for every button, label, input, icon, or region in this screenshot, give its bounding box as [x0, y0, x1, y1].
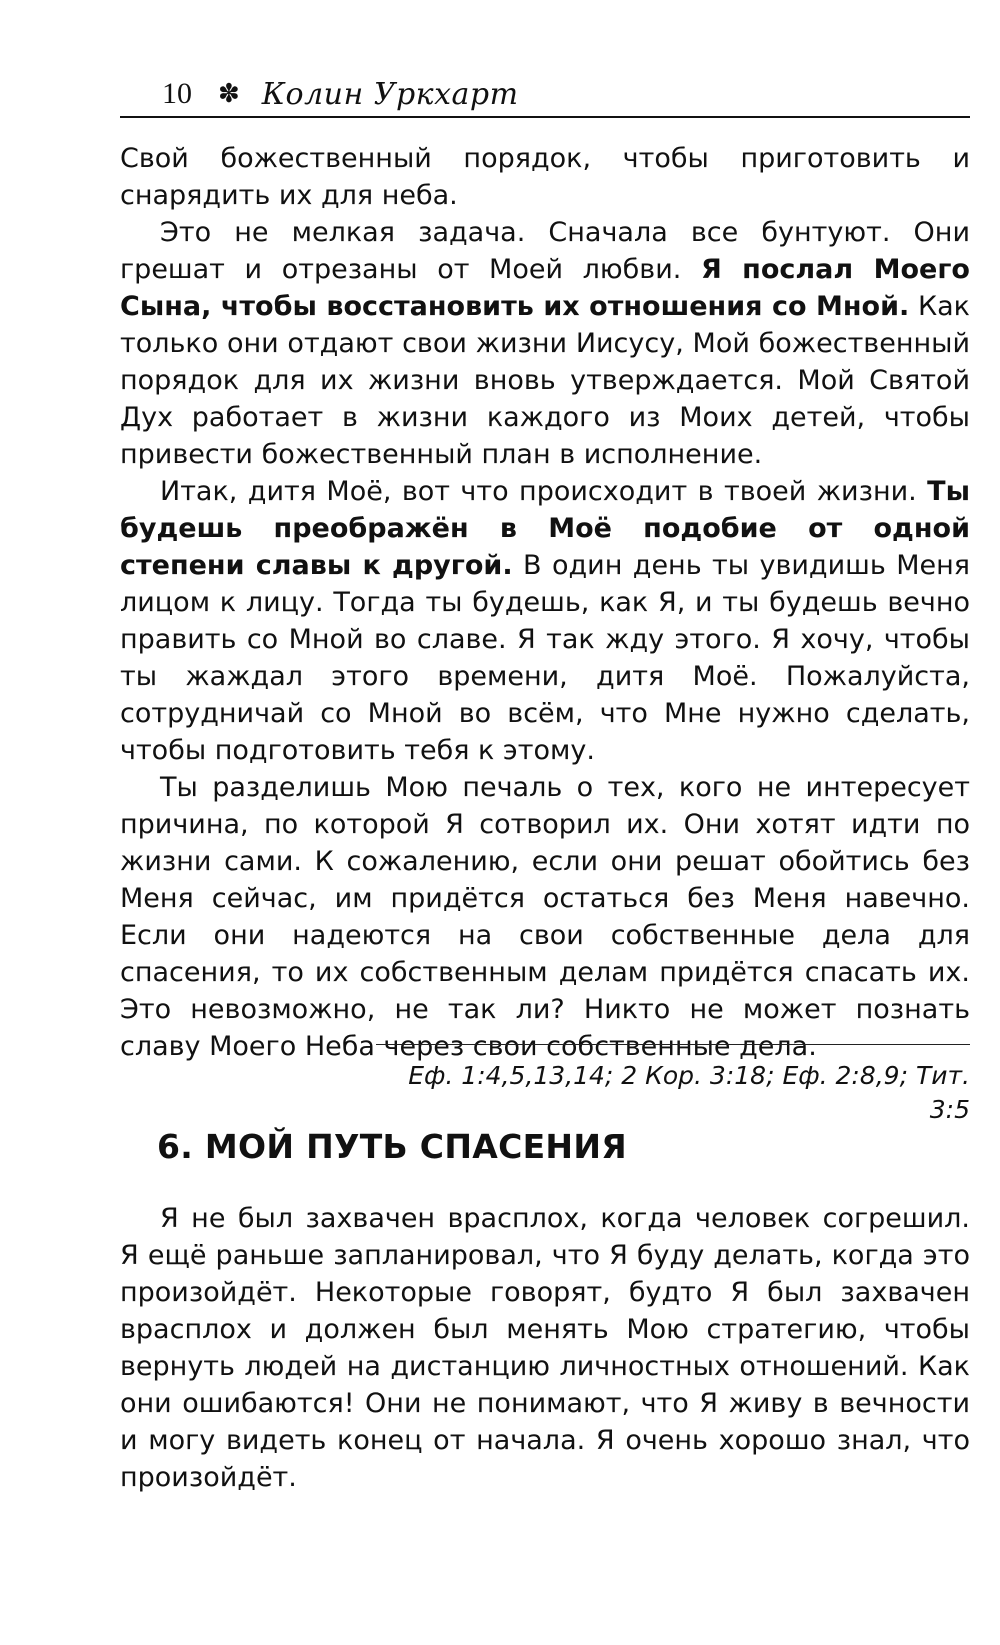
paragraph: Свой божественный порядок, чтобы приготовить и снарядить их для неба.: [120, 143, 970, 211]
text-run: Итак, дитя Моё, вот что происходит в твоей жизни.: [160, 476, 928, 507]
emphasis-text: Ты будешь преображён в Моё подобие от одной степени славы к другой.: [120, 476, 970, 581]
chapter-title: 6. МОЙ ПУТЬ СПАСЕНИЯ: [157, 1127, 627, 1166]
scripture-references: Еф. 1:4,5,13,14; 2 Кор. 3:18; Еф. 2:8,9; Тит. 3:5: [408, 1061, 970, 1124]
text-run: Как только они отдают свои жизни Иисусу, Мой божественный порядок для их жизни вновь утверждается. Мой Святой Дух работает в жизни каждого из Моих детей, чтобы привести божественный план в исполнение.: [120, 291, 970, 470]
ornament-icon: ✽: [218, 79, 240, 109]
text-run: В один день ты увидишь Меня лицом к лицу. Тогда ты будешь, как Я, и ты будешь вечно править со Мной во славе. Я так жду этого. Я хочу, чтобы ты жаждал этого времени, дитя Моё. Пожалуйста, сотрудничай со Мной во всём, что Мне нужно сделать, чтобы подготовить тебя к этому.: [120, 550, 970, 766]
running-header: [120, 72, 970, 118]
emphasis-text: Я послал Моего Сына, чтобы восстановить их отношения со Мной.: [120, 254, 970, 322]
section-text: [120, 140, 970, 1065]
paragraph: Ты разделишь Мою печаль о тех, кого не интересует причина, по которой Я сотворил их. Они хотят идти по жизни сами. К сожалению, если они решат обойтись без Меня сейчас, им придётся остаться без Меня навечно. Если они надеются на свои собственные дела для спасения, то их собственным делам придётся спасать их. Это невозможно, не так ли? Никто не может познать славу Моего Неба через свои собственные дела.: [120, 772, 970, 1062]
paragraph: Я не был захвачен врасплох, когда человек согрешил. Я ещё раньше запланировал, что Я буду делать, когда это произойдёт. Некоторые говорят, будто Я был захвачен врасплох и должен был менять Мою стратегию, чтобы вернуть людей на дистанцию личностных отношений. Как они ошибаются! Они не понимают, что Я живу в вечности и могу видеть конец от начала. Я очень хорошо знал, что произойдёт.: [120, 1203, 970, 1493]
text-run: Это не мелкая задача. Сначала все бунтуют. Они грешат и отрезаны от Моей любви.: [120, 217, 970, 285]
paragraph: [120, 214, 970, 473]
reference-divider: [376, 1044, 970, 1045]
paragraph: [120, 473, 970, 769]
chapter-text: [120, 1200, 970, 1496]
author-name: Колин Уркхарт: [261, 76, 519, 112]
page-number: 10: [162, 77, 192, 110]
